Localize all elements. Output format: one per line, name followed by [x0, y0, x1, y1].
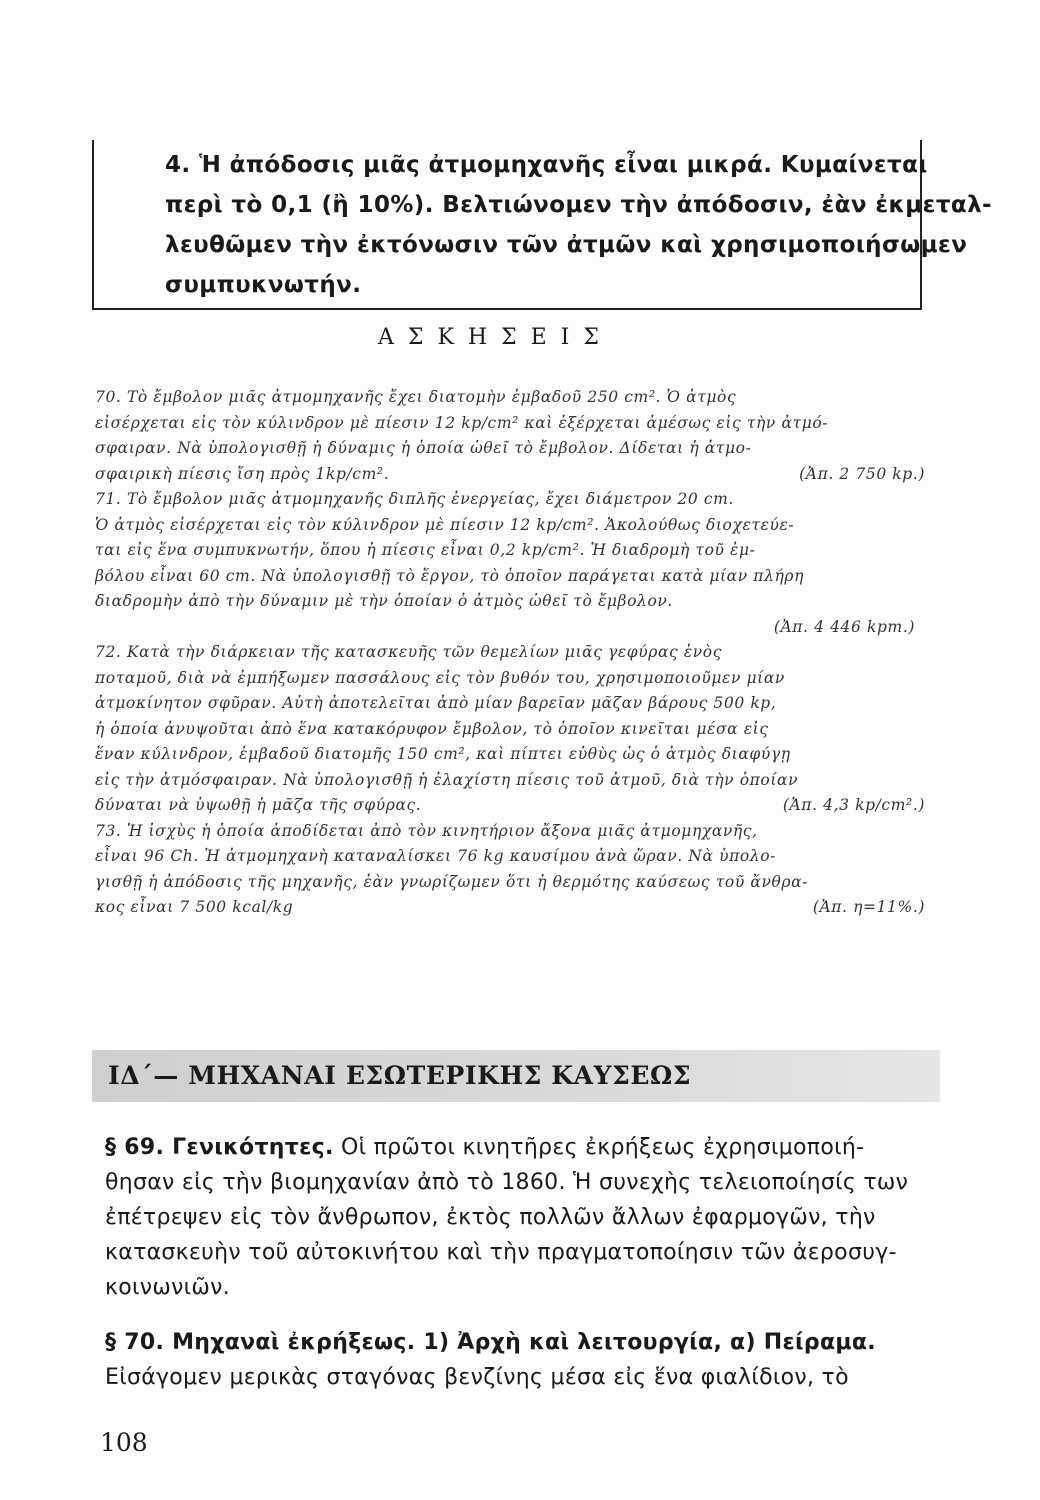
exercise-line: διαδρομὴν ἀπὸ τὴν δύναμιν μὲ τὴν ὁποίαν ὁ ἀτμὸς ὠθεῖ τὸ ἔμβολον. — [95, 592, 673, 610]
exercises-list — [95, 385, 935, 921]
exercise-line: 71. Τὸ ἔμβολον μιᾶς ἀτμομηχανῆς διπλῆς ἐνεργείας, ἔχει διάμετρον 20 cm. — [95, 490, 734, 508]
summary-line: λευθῶμεν τὴν ἐκτόνωσιν τῶν ἀτμῶν καὶ χρησιμοποιήσωμεν — [165, 232, 968, 258]
exercise-line: κος εἶναι 7 500 kcal/kg — [95, 898, 294, 916]
exercise-line: ποταμοῦ, διὰ νὰ ἐμπήξωμεν πασσάλους εἰς τὸν βυθόν του, χρησιμοποιοῦμεν μίαν — [95, 668, 785, 687]
exercise-line: 73. Ἡ ἰσχὺς ἡ ὁποία ἀποδίδεται ἀπὸ τὸν κινητήριον ἄξονα μιᾶς ἀτμομηχανῆς, — [95, 821, 758, 840]
exercise-answer: (Ἀπ. η=11%.) — [812, 898, 925, 916]
exercise-line: ἡ ὁποία ἀνυψοῦται ἀπὸ ἕνα κατακόρυφον ἔμβολον, τὸ ὁποῖον κινεῖται μέσα εἰς — [95, 719, 769, 738]
section-line: ἐπέτρεψεν εἰς τὸν ἄνθρωπον, ἐκτὸς πολλῶν ἄλλων ἐφαρμογῶν, τὴν — [105, 1205, 876, 1230]
page-number: 108 — [100, 1428, 148, 1457]
exercise-line: 72. Κατὰ τὴν διάρκειαν τῆς κατασκευῆς τῶν θεμελίων μιᾶς γεφύρας ἑνὸς — [95, 643, 723, 661]
section-line: κοινωνιῶν. — [105, 1275, 231, 1300]
exercises-heading: ΑΣΚΗΣΕΙΣ — [378, 325, 613, 350]
exercise-line: ἀτμοκίνητον σφῦραν. Αὐτὴ ἀποτελεῖται ἀπὸ μίαν βαρεῖαν μᾶζαν βάρους 500 kp, — [95, 694, 777, 712]
section-line: κατασκευὴν τοῦ αὐτοκινήτου καὶ τὴν πραγματοποίησιν τῶν ἀεροσυγ- — [105, 1240, 897, 1265]
section-line: θησαν εἰς τὴν βιομηχανίαν ἀπὸ τὸ 1860. Ἡ συνεχὴς τελειοποίησίς των — [105, 1170, 909, 1195]
chapter-title: ΙΔ΄— ΜΗΧΑΝΑΙ ΕΣΩΤΕΡΙΚΗΣ ΚΑΥΣΕΩΣ — [108, 1061, 692, 1090]
exercise-line: εἰσέρχεται εἰς τὸν κύλινδρον μὲ πίεσιν 12 kp/cm² καὶ ἐξέρχεται ἀμέσως εἰς τὴν ἀτμό- — [95, 413, 829, 432]
exercise-line: ται εἰς ἕνα συμπυκνωτήν, ὅπου ἡ πίεσις εἶναι 0,2 kp/cm². Ἡ διαδρομὴ τοῦ ἐμ- — [95, 541, 756, 559]
summary-line: 4. Ἡ ἀπόδοσις μιᾶς ἀτμομηχανῆς εἶναι μικρά. Κυμαίνεται — [165, 152, 928, 178]
section-text: Οἱ πρῶτοι κινητῆρες ἐκρήξεως ἐχρησιμοποιή- — [333, 1135, 865, 1160]
exercise-line: ἕναν κύλινδρον, ἐμβαδοῦ διατομῆς 150 cm², καὶ πίπτει εὐθὺς ὡς ὁ ἀτμὸς διαφύγῃ — [95, 745, 791, 763]
exercise-answer: (Ἀπ. 2 750 kp.) — [799, 464, 925, 483]
section-first-line — [105, 1130, 935, 1165]
summary-line: συμπυκνωτήν. — [165, 272, 362, 298]
section-69 — [105, 1130, 935, 1305]
section-line: Εἰσάγομεν μερικὰς σταγόνας βενζίνης μέσα εἰς ἕνα φιαλίδιον, τὸ — [105, 1365, 849, 1390]
exercise-line: εἶναι 96 Ch. Ἡ ἀτμομηχανὴ καταναλίσκει 76 kg καυσίμου ἀνὰ ὥραν. Νὰ ὑπολο- — [95, 847, 777, 865]
exercise-line: δύναται νὰ ὑψωθῇ ἡ μᾶζα τῆς σφύρας. — [95, 796, 422, 814]
section-heading: § 70. Μηχαναὶ ἐκρήξεως. 1) Ἀρχὴ καὶ λειτουργία, α) Πείραμα. — [105, 1330, 876, 1355]
exercise-line: εἰς τὴν ἀτμόσφαιραν. Νὰ ὑπολογισθῇ ἡ ἐλαχίστη πίεσις τοῦ ἀτμοῦ, διὰ τὴν ὁποίαν — [95, 770, 799, 789]
exercise-line: 70. Τὸ ἔμβολον μιᾶς ἀτμομηχανῆς ἔχει διατομὴν ἐμβαδοῦ 250 cm². Ὁ ἀτμὸς — [95, 388, 737, 406]
summary-text — [165, 145, 992, 305]
exercise-line: Ὁ ἀτμὸς εἰσέρχεται εἰς τὸν κύλινδρον μὲ πίεσιν 12 kp/cm². Ἀκολούθως διοχετεύε- — [95, 515, 795, 534]
summary-line: περὶ τὸ 0,1 (ἢ 10%). Βελτιώνομεν τὴν ἀπόδοσιν, ἐὰν ἐκμεταλ- — [165, 192, 992, 218]
section-heading: § 69. Γενικότητες. — [105, 1135, 334, 1160]
exercise-answer: (Ἀπ. 4,3 kp/cm².) — [782, 796, 925, 814]
exercise-line: γισθῇ ἡ ἀπόδοσις τῆς μηχανῆς, ἐὰν γνωρίζωμεν ὅτι ἡ θερμότης καύσεως τοῦ ἄνθρα- — [95, 872, 809, 891]
section-70 — [105, 1325, 935, 1395]
exercise-answer: (Ἀπ. 4 446 kpm.) — [773, 617, 915, 636]
exercise-line: σφαιραν. Νὰ ὑπολογισθῇ ἡ δύναμις ἡ ὁποία ὠθεῖ τὸ ἔμβολον. Δίδεται ἡ ἀτμο- — [95, 439, 752, 457]
exercise-line: σφαιρικὴ πίεσις ἴση πρὸς 1kp/cm². — [95, 464, 390, 483]
exercise-line: βόλου εἶναι 60 cm. Νὰ ὑπολογισθῇ τὸ ἔργον, τὸ ὁποῖον παράγεται κατὰ μίαν πλήρη — [95, 566, 804, 585]
